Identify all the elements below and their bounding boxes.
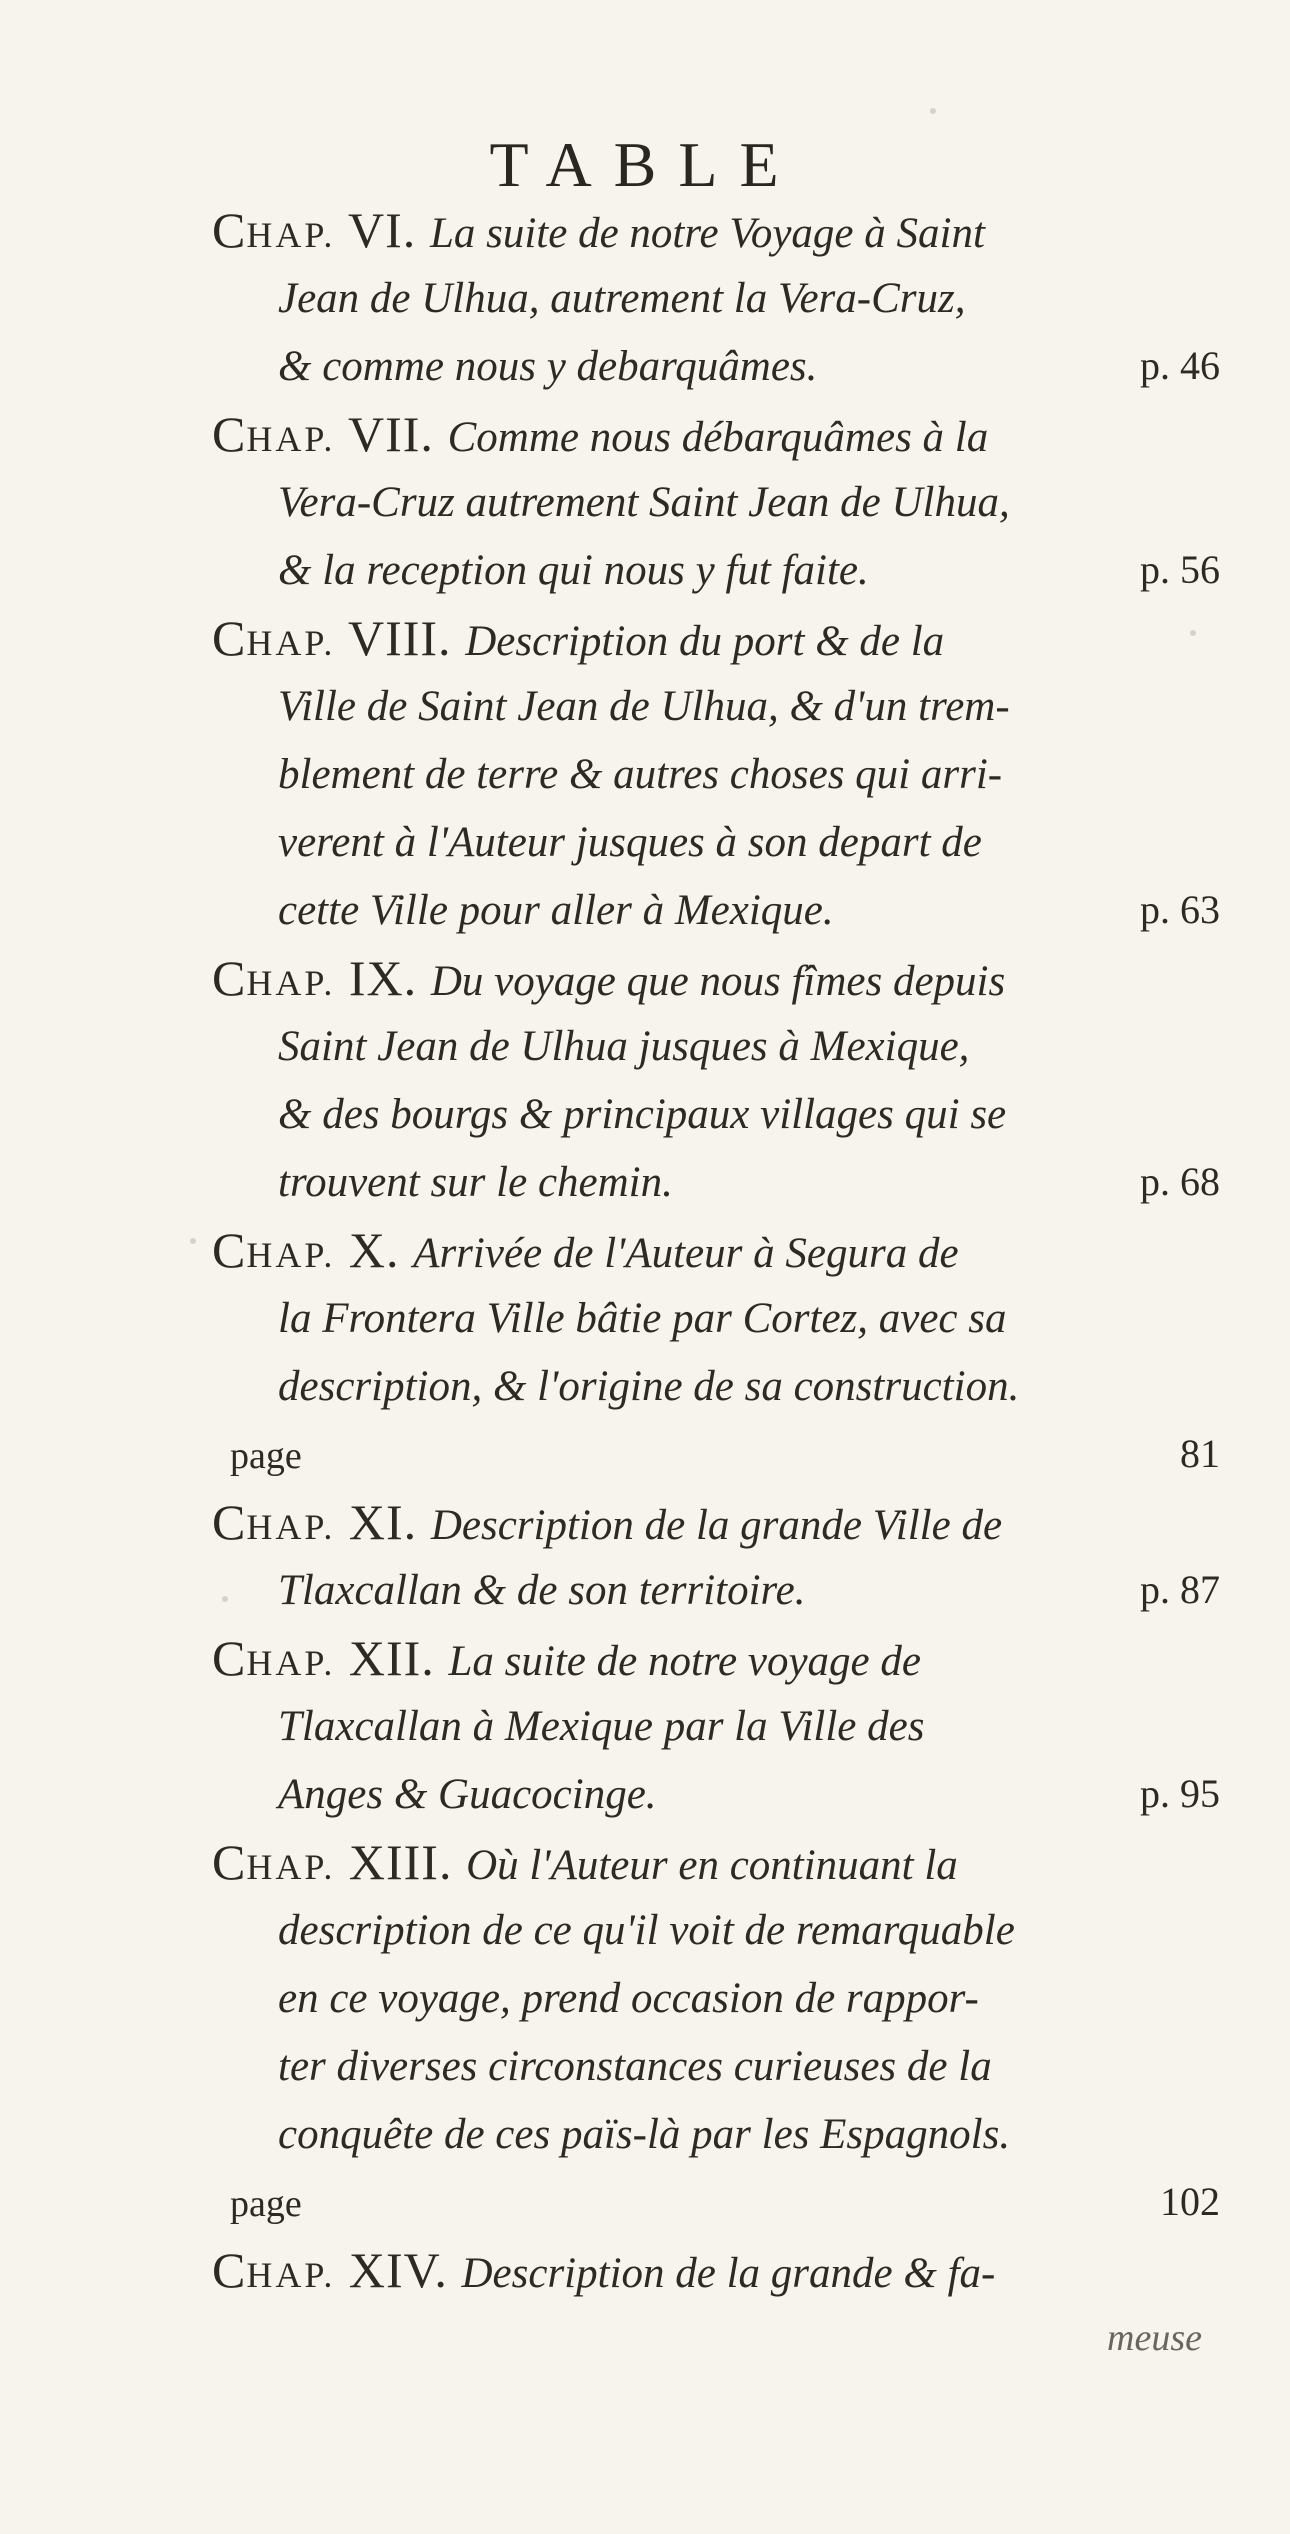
paper-speck bbox=[190, 1238, 196, 1244]
chap-title-line: Jean de Ulhua, autrement la Vera-Cruz, bbox=[278, 275, 966, 322]
chap-title-line: trouvent sur le chemin. bbox=[278, 1159, 673, 1206]
table-of-contents bbox=[212, 196, 1242, 2372]
paper-speck bbox=[1190, 630, 1196, 636]
chap-title-line: ter diverses circonstances curieuses de la bbox=[278, 2043, 992, 2090]
chap-title-line: Tlaxcallan à Mexique par la Ville des bbox=[278, 1703, 925, 1750]
toc-entry-chap-9 bbox=[212, 944, 1242, 1216]
chap-label: CHAP. XIV. bbox=[212, 2242, 448, 2298]
page-reference: p. 87 bbox=[1140, 1567, 1220, 1612]
chap-title-line: La suite de notre voyage de bbox=[448, 1638, 921, 1685]
chap-title-line: Du voyage que nous fîmes depuis bbox=[430, 958, 1006, 1005]
toc-entry-chap-12 bbox=[212, 1624, 1242, 1828]
chap-title-line: & des bourgs & principaux villages qui se bbox=[278, 1091, 1007, 1138]
chap-title-line: la Frontera Ville bâtie par Cortez, avec sa bbox=[278, 1295, 1007, 1342]
chap-title-line: blement de terre & autres choses qui arri- bbox=[278, 751, 1003, 798]
page-word: page bbox=[230, 1435, 302, 1477]
chap-title-line: Tlaxcallan & de son territoire. bbox=[278, 1567, 806, 1614]
chap-title-line: La suite de notre Voyage à Saint bbox=[429, 210, 985, 257]
chap-title-line: Anges & Guacocinge. bbox=[278, 1771, 657, 1818]
chap-label: CHAP. VIII. bbox=[212, 610, 452, 666]
toc-entry-chap-7 bbox=[212, 400, 1242, 604]
page-reference: p. 63 bbox=[1140, 887, 1220, 932]
chap-title-line: & comme nous y debarquâmes. bbox=[278, 343, 818, 390]
page-reference: p. 56 bbox=[1140, 547, 1220, 592]
toc-entry-chap-13 bbox=[212, 1828, 1242, 2236]
chap-title-line: Description de la grande & fa- bbox=[461, 2250, 996, 2297]
toc-entry-chap-14 bbox=[212, 2236, 1242, 2372]
toc-entry-chap-6 bbox=[212, 196, 1242, 400]
page-reference: 81 bbox=[1180, 1431, 1220, 1476]
toc-entry-chap-10 bbox=[212, 1216, 1242, 1488]
chap-title-line: Vera-Cruz autrement Saint Jean de Ulhua, bbox=[278, 479, 1010, 526]
chap-title-line: & la reception qui nous y fut faite. bbox=[278, 547, 869, 594]
paper-speck bbox=[222, 1596, 228, 1602]
chap-title-line: conquête de ces païs-là par les Espagnols. bbox=[278, 2111, 1011, 2158]
chap-label: CHAP. XII. bbox=[212, 1630, 435, 1686]
chap-title-line: Arrivée de l'Auteur à Segura de bbox=[413, 1230, 959, 1277]
chap-label: CHAP. VII. bbox=[212, 406, 434, 462]
chap-title-line: description, & l'origine de sa construction. bbox=[278, 1363, 1020, 1410]
chap-title-line: Description de la grande Ville de bbox=[430, 1502, 1003, 1549]
chap-label: CHAP. VI. bbox=[212, 202, 417, 258]
chap-title-line: Saint Jean de Ulhua jusques à Mexique, bbox=[278, 1023, 970, 1070]
chap-title-line: cette Ville pour aller à Mexique. bbox=[278, 887, 834, 934]
chap-title-line: Comme nous débarquâmes à la bbox=[447, 414, 989, 461]
chap-label: CHAP. XI. bbox=[212, 1494, 418, 1550]
chap-label: CHAP. XIII. bbox=[212, 1834, 453, 1890]
page-reference: p. 68 bbox=[1140, 1159, 1220, 1204]
chap-title-line: Description du port & de la bbox=[465, 618, 945, 665]
chap-title-line: en ce voyage, prend occasion de rappor- bbox=[278, 1975, 979, 2022]
toc-entry-chap-11 bbox=[212, 1488, 1242, 1624]
page-reference: 102 bbox=[1160, 2179, 1220, 2224]
page-reference: p. 46 bbox=[1140, 343, 1220, 388]
chap-title-line: Où l'Auteur en continuant la bbox=[466, 1842, 958, 1889]
toc-entry-chap-8 bbox=[212, 604, 1242, 944]
paper-speck bbox=[930, 108, 936, 114]
chap-title-line: Ville de Saint Jean de Ulhua, & d'un trem- bbox=[278, 683, 1010, 730]
page-word: page bbox=[230, 2183, 302, 2225]
chap-label: CHAP. IX. bbox=[212, 950, 418, 1006]
catchword: meuse bbox=[1107, 2317, 1202, 2359]
chap-title-line: verent à l'Auteur jusques à son depart de bbox=[278, 819, 982, 866]
page-reference: p. 95 bbox=[1140, 1771, 1220, 1816]
page-heading: TABLE bbox=[489, 129, 801, 200]
chap-label: CHAP. X. bbox=[212, 1222, 400, 1278]
chap-title-line: description de ce qu'il voit de remarquable bbox=[278, 1907, 1015, 1954]
